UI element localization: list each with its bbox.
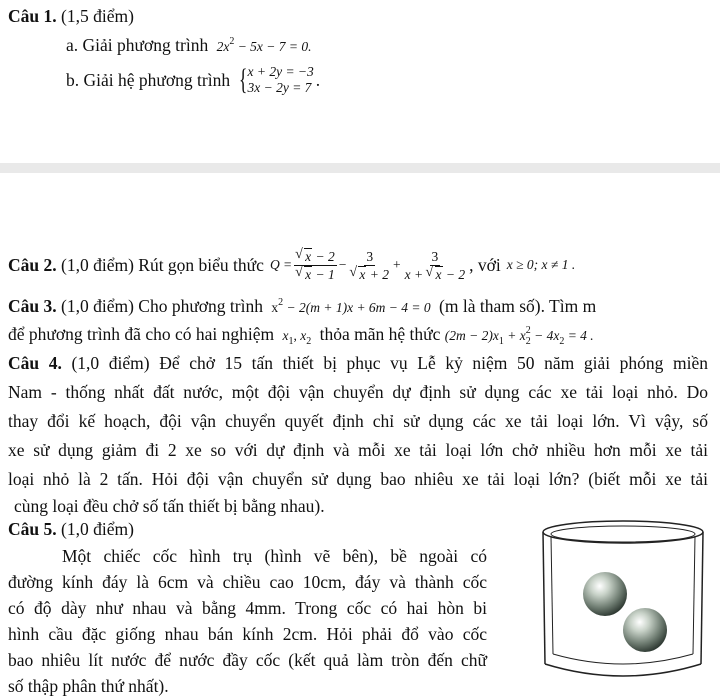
q2-title: Câu 2. — [8, 255, 57, 275]
q2-f2-den-tail: + 2 — [369, 266, 390, 282]
q2-f3-num: 3 — [431, 248, 439, 264]
q2-plus: + — [393, 257, 401, 272]
q4-text-1: (1,0 điểm) Để chở 15 tấn thiết bị phục vụ Lễ kỷ niệm 50 năm giải phóng miền — [71, 353, 709, 373]
q4-line-4: xe sử dụng giảm đi 2 xe so với dự định và mỗi xe tải loại lớn chở nhiều hơn mỗi xe tải — [8, 440, 708, 460]
q1-a-eq-exp: 2 — [229, 36, 235, 47]
q5-line-6: số thập phân thứ nhất). — [8, 676, 169, 696]
q2-minus: − — [338, 257, 347, 272]
q3-rel-d: = 4 . — [564, 328, 594, 343]
q1-a-eq-part2: − 5x − 7 = 0. — [237, 39, 312, 54]
q1-b-end: . — [315, 70, 321, 90]
q3-text1: (1,0 điểm) Cho phương trình — [61, 296, 263, 316]
q1-title: Câu 1. — [8, 6, 57, 26]
q3-line-2 — [8, 321, 594, 352]
q5-header — [8, 519, 134, 539]
q2-text: (1,0 điểm) Rút gọn biểu thức — [61, 255, 264, 275]
q3-rel-a-sub: 1 — [498, 336, 504, 347]
q3-relation — [444, 325, 594, 347]
q4-line-5: loại nhỏ là 2 tấn. Hỏi đội vận chuyển sử dụng bao nhiêu xe tải loại lớn? (biết mỗi xe tải — [8, 469, 708, 489]
cup-illustration — [535, 518, 715, 684]
q2-f1-num-tail: − 2 — [315, 248, 335, 264]
q3-equation — [271, 297, 431, 315]
q2-f3-den-tail: − 2 — [445, 266, 466, 282]
q2-f3-den: x — [435, 266, 442, 282]
q3-sep: , — [293, 328, 297, 343]
q2-f2-num: 3 — [366, 248, 374, 264]
q3-line2-b: thỏa mãn hệ thức — [319, 324, 441, 344]
q4-line-2: Nam - thống nhất đất nước, một đội vận chuyển dự định sử dụng các xe tải loại nhỏ. Do — [8, 382, 708, 402]
q3-eq-a-exp: 2 — [278, 297, 284, 308]
q5-title: Câu 5. — [8, 519, 57, 539]
q2-f1-den-tail: − 1 — [315, 266, 335, 282]
q3-eq-b: − 2(m + 1)x + 6m − 4 = 0 — [283, 300, 431, 315]
q4-line-1 — [8, 353, 708, 373]
q1-a-equation — [216, 36, 312, 54]
q3-rel-b: + x — [503, 328, 526, 343]
q2-cond-lead: , với — [469, 255, 501, 275]
q4-title: Câu 4. — [8, 353, 62, 373]
q3-title: Câu 3. — [8, 296, 57, 316]
q1-b-eq1: x + 2y = −3 — [247, 64, 314, 79]
q3-rel-b-exp: 2 — [525, 325, 531, 336]
q2-line — [8, 243, 575, 287]
q1-b-system — [247, 64, 313, 96]
q1-a-label: a. Giải phương trình — [66, 35, 209, 55]
q2-condition: x ≥ 0; x ≠ 1 . — [506, 257, 576, 272]
q1-b-eq2: 3x − 2y = 7 — [247, 80, 312, 95]
q2-fraction-2 — [348, 249, 391, 282]
ball-2 — [623, 608, 667, 652]
ball-1 — [583, 572, 627, 616]
q1-header — [8, 6, 134, 26]
page-separator — [0, 163, 720, 173]
q3-line2-a: để phương trình đã cho có hai nghiệm — [8, 324, 275, 344]
q5-points: (1,0 điểm) — [61, 519, 134, 539]
page-bottom — [0, 173, 720, 696]
q3-line-1 — [8, 293, 596, 318]
q3-x2-sub: 2 — [306, 336, 312, 347]
q5-line-2: đường kính đáy là 6cm và chiều cao 10cm, đáy và thành cốc — [8, 572, 487, 592]
q1-b-label: b. Giải hệ phương trình — [66, 70, 231, 90]
q2-fraction-3 — [403, 249, 467, 282]
q2-q: Q = — [269, 257, 293, 272]
q2-f1-num: x — [305, 248, 312, 264]
q4-line-6: cùng loại đều chở số tấn thiết bị bằng nhau). — [14, 496, 325, 516]
q5-line-4: hình cầu đặc giống nhau bán kính 2cm. Hỏi phải đổ vào cốc — [8, 624, 487, 644]
q3-x1-sub: 1 — [288, 336, 294, 347]
q5-line-5: bao nhiêu lít nước để nước đầy cốc (kết quả làm tròn đến chữ — [8, 650, 487, 670]
q4-line-3: thay đổi kế hoạch, đội vận chuyển quyết định chỉ sử dụng các xe tải loại lớn. Vì vậy, số — [8, 411, 708, 431]
q1-a-eq-part1: 2x — [216, 39, 230, 54]
q5-line-1: Một chiếc cốc hình trụ (hình vẽ bên), bề ngoài có — [62, 546, 487, 566]
q3-eq-a: x — [271, 300, 279, 315]
q3-rel-b-sub: 2 — [525, 336, 531, 347]
q5-line-3: có độ dày như nhau và bằng 4mm. Trong cốc có hai hòn bi — [8, 598, 487, 618]
q3-rel-a: (2m − 2)x — [444, 328, 499, 343]
q2-f3-den-head: x + — [404, 266, 424, 282]
q2-f1-den: x — [305, 266, 312, 282]
q3-x1: x — [282, 328, 289, 343]
page-top — [0, 0, 720, 163]
q1-points: (1,5 điểm) — [61, 6, 134, 26]
q2-f2-den: x — [359, 266, 366, 282]
q1-part-a — [66, 32, 312, 57]
q3-param-note: (m là tham số). Tìm m — [439, 296, 597, 316]
q1-part-b — [66, 60, 320, 100]
q3-rel-c: − 4x — [530, 328, 560, 343]
q3-rel-c-sub: 2 — [559, 336, 565, 347]
q3-roots — [282, 328, 312, 347]
q2-fraction-1 — [294, 249, 337, 282]
q3-x2: x — [300, 328, 307, 343]
system-brace: { — [238, 63, 248, 96]
